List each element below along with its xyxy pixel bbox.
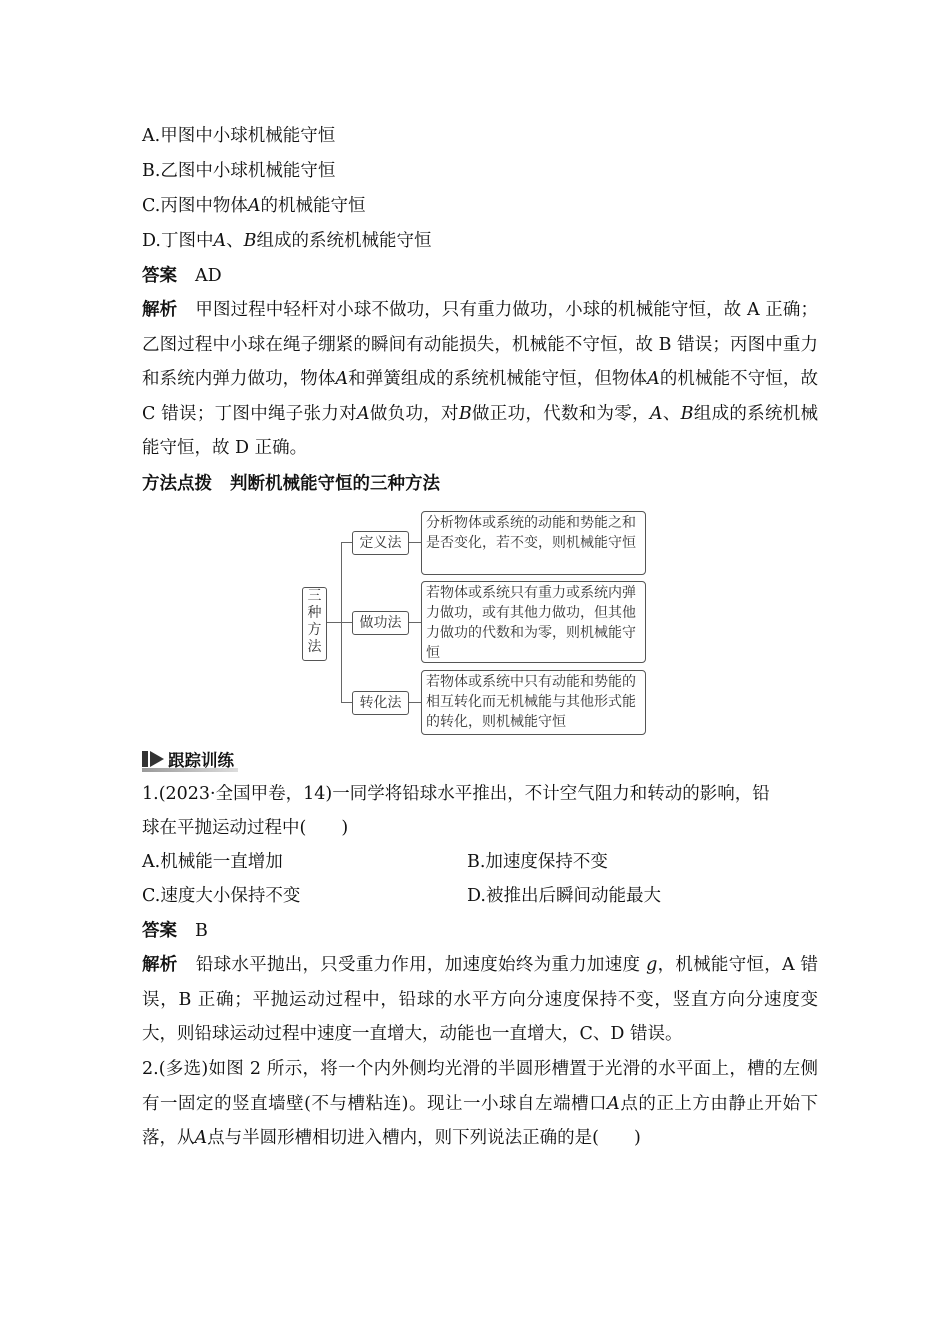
option-d: D.丁图中A、B组成的系统机械能守恒 bbox=[142, 231, 432, 251]
q2-stem: 2.(多选)如图 2 所示，将一个内外侧均光滑的半圆形槽置于光滑的水平面上，槽的左侧有一固定的竖直墙壁(不与槽粘连)。现让一小球自左端槽口A点的正上方由静止开始下落，从A点与半圆形槽相切进入槽内，则下列说法正确的是( ) bbox=[142, 1059, 818, 1148]
method-diagram bbox=[300, 505, 660, 740]
answer-label: 答案 bbox=[142, 266, 177, 286]
q1-analysis-label: 解析 bbox=[142, 955, 178, 975]
method-work: 做功法 bbox=[352, 611, 409, 635]
diagram-root: 三 种 方 法 bbox=[302, 587, 327, 661]
analysis-label: 解析 bbox=[142, 300, 178, 320]
answer-line bbox=[142, 265, 222, 287]
section-title: 跟踪训练 bbox=[168, 751, 234, 770]
q1-options-row1 bbox=[142, 851, 818, 873]
q1-stem-line1: 1.(2023·全国甲卷，14)一同学将铅球水平推出，不计空气阻力和转动的影响，铅 bbox=[142, 784, 770, 804]
section-header bbox=[142, 747, 234, 771]
q1-options-row2 bbox=[142, 885, 818, 907]
option-b: B.乙图中小球机械能守恒 bbox=[142, 161, 336, 181]
q1-analysis-paragraph: 解析 铅球水平抛出，只受重力作用，加速度始终为重力加速度 g，机械能守恒，A 错误，B 正确；平抛运动过程中，铅球的水平方向分速度保持不变，竖直方向分速度变大，则铅球运动过程中速度一直增大，动能也一直增大，C、D 错误。 bbox=[142, 955, 819, 1044]
q1-option-a: A.机械能一直增加 bbox=[142, 852, 283, 872]
option-c: C.丙图中物体A的机械能守恒 bbox=[142, 196, 366, 216]
analysis-paragraph: 解析 甲图过程中轻杆对小球不做功，只有重力做功，小球的机械能守恒，故 A 正确；乙图过程中小球在绳子绷紧的瞬间有动能损失，机械能不守恒，故 B 错误；丙图中重力和系统内弹力做功，物体A和弹簧组成的系统机械能守恒，但物体A的机械能不守恒，故 C 错误；丁图中绳子张力对A做负功，对B做正功，代数和为零，A、B组成的系统机械能守恒，故 D 正确。 bbox=[142, 300, 819, 458]
q1-answer-label: 答案 bbox=[142, 921, 177, 941]
section-arrow-icon bbox=[142, 751, 164, 767]
method-work-desc: 若物体或系统只有重力或系统内弹力做功，或有其他力做功，但其他力做功的代数和为零，则机械能守恒 bbox=[421, 581, 646, 663]
answer-value: AD bbox=[195, 266, 222, 286]
q1-answer-value: B bbox=[195, 921, 208, 941]
q1-option-c: C.速度大小保持不变 bbox=[142, 886, 301, 906]
q1-stem-line2: 球在平抛运动过程中( ) bbox=[142, 818, 349, 838]
q1-option-d: D.被推出后瞬间动能最大 bbox=[467, 886, 661, 906]
method-title: 方法点拨 判断机械能守恒的三种方法 bbox=[142, 474, 440, 494]
q1-answer-line bbox=[142, 920, 208, 942]
option-a: A.甲图中小球机械能守恒 bbox=[142, 126, 336, 146]
method-definition: 定义法 bbox=[352, 531, 409, 555]
method-conversion-desc: 若物体或系统中只有动能和势能的相互转化而无机械能与其他形式能的转化，则机械能守恒 bbox=[421, 670, 646, 735]
method-conversion: 转化法 bbox=[352, 691, 409, 715]
q1-option-b: B.加速度保持不变 bbox=[467, 852, 608, 872]
method-definition-desc: 分析物体或系统的动能和势能之和是否变化，若不变，则机械能守恒 bbox=[421, 511, 646, 575]
